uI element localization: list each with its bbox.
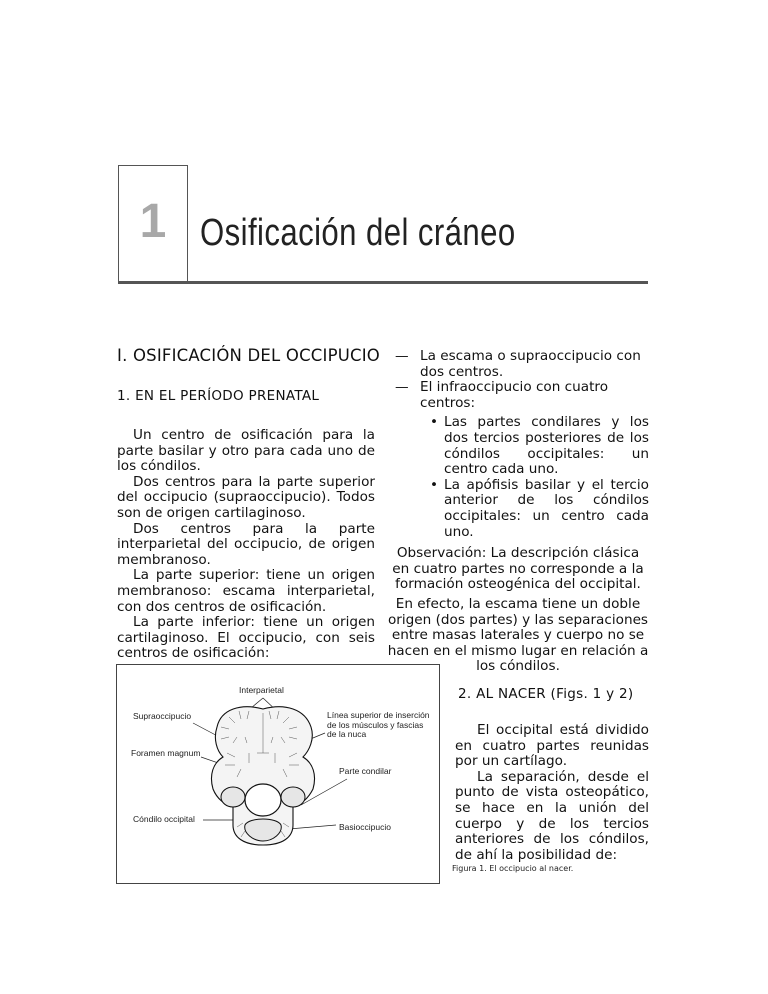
bullet-item: • La apófisis basilar y el tercio anterior de los cóndilos occipitales: un centro cada uno. <box>430 476 649 540</box>
list-item: — La escama o supraoccipucio con dos centros. <box>395 348 641 380</box>
bullet-item: • Las partes condilares y los dos tercios posteriores de los cóndilos occipitales: un centro cada uno. <box>430 414 649 478</box>
paragraph: La separación, desde el punto de vista osteopático, se hace en la unión del cuerpo y de los tercios anteriores de los cóndilos, de ahí la posibilidad de: <box>455 768 649 863</box>
paragraph: La parte inferior: tiene un origen cartilaginoso. El occipucio, con seis centros de osificación: <box>117 614 375 662</box>
label-basioccipucio: Basioccipucio <box>339 822 391 832</box>
label-parte-condilar: Parte condilar <box>339 766 392 776</box>
left-column-text <box>117 428 375 662</box>
paragraph: Dos centros para la parte superior del occipucio (supraoccipucio). Todos son de origen cartilaginoso. <box>117 473 375 521</box>
label-foramen-magnum: Foramen magnum <box>131 748 201 758</box>
observation-paragraph: Observación: La descripción clásica en cuatro partes no corresponde a la formación osteogénica del occipital. <box>392 545 644 593</box>
chapter-rule <box>118 281 648 284</box>
subsection-heading-2: 2. AL NACER (Figs. 1 y 2) <box>458 686 634 702</box>
paragraph: El occipital está dividido en cuatro partes reunidas por un cartílago. <box>455 722 649 770</box>
chapter-title: Osificación del cráneo <box>200 212 516 254</box>
bullet-list <box>387 415 649 540</box>
paragraph: Dos centros para la parte interparietal del occipucio, de origen membranoso. <box>117 520 375 568</box>
paragraph: Un centro de osificación para la parte basilar y otro para cada uno de los cóndilos. <box>117 427 375 475</box>
paragraph: La parte superior: tiene un origen membranoso: escama interparietal, con dos centros de osificación. <box>117 567 375 615</box>
label-supraoccipucio: Supraoccipucio <box>133 711 192 721</box>
effect-paragraph: En efecto, la escama tiene un doble origen (dos partes) y las separaciones entre masas laterales y cuerpo no se hacen en el mismo lugar en relación a los cóndilos. <box>387 595 649 675</box>
chapter-number: 1 <box>139 195 167 248</box>
figure-caption: Figura 1. El occipucio al nacer. <box>452 864 574 873</box>
label-condilo-occipital: Cóndilo occipital <box>133 814 195 824</box>
label-interparietal: Interparietal <box>239 685 284 695</box>
figure-frame <box>116 664 440 884</box>
section-heading: I. OSIFICACIÓN DEL OCCIPUCIO <box>117 346 380 365</box>
label-linea-superior: Línea superior de inserción de los músculos y fascias de la nuca <box>327 710 430 739</box>
chapter-number-box <box>118 165 188 283</box>
right-column-text <box>387 349 649 675</box>
section2-text <box>455 723 649 863</box>
subsection-heading: 1. EN EL PERÍODO PRENATAL <box>117 388 320 404</box>
list-item: — El infraoccipucio con cuatro centros: <box>395 379 609 411</box>
